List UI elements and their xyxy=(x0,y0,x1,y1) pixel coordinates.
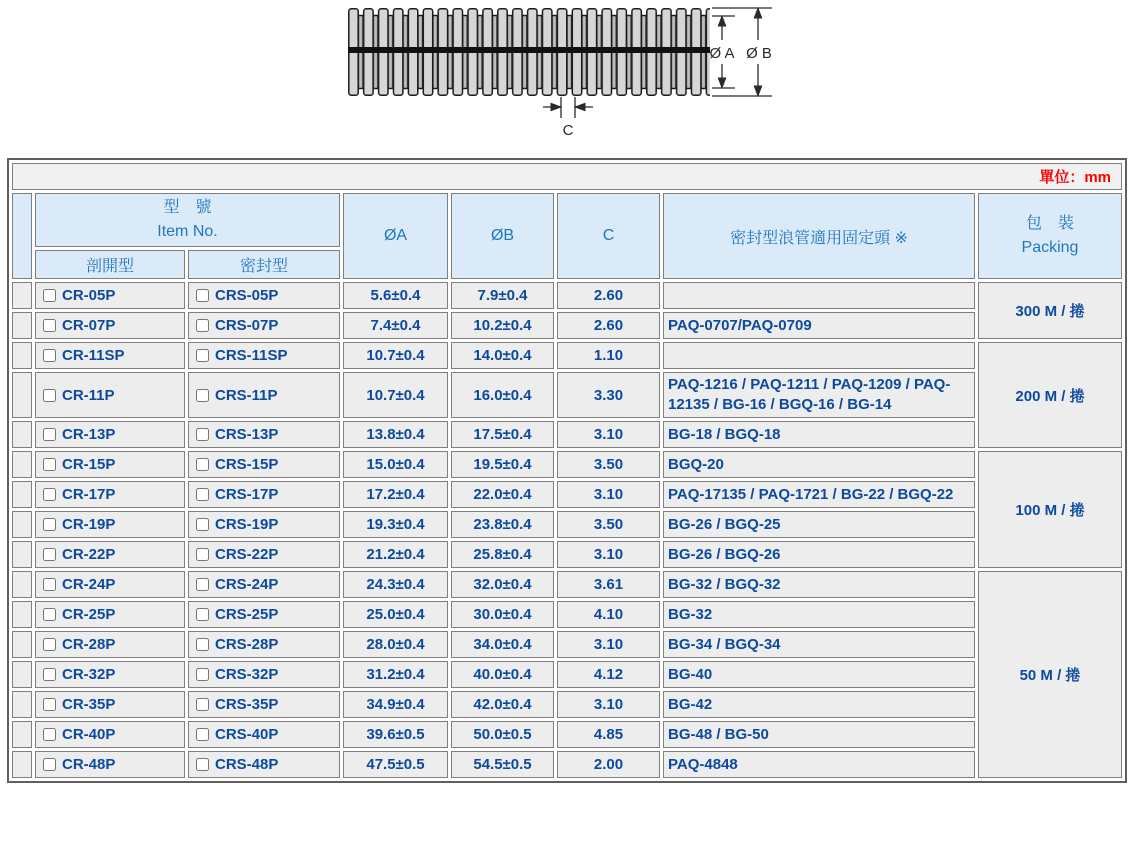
sealed-item-cell xyxy=(188,721,340,748)
dia-b-value-cell: 7.9±0.4 xyxy=(451,282,554,309)
packing-cell: 50 M / 捲 xyxy=(978,571,1122,778)
split-item-label: CR-40P xyxy=(62,726,116,743)
unit-row xyxy=(12,163,1122,190)
sealed-item-label: CRS-32P xyxy=(215,666,279,683)
split-item-cell xyxy=(35,631,185,658)
header-split-type: 剖開型 xyxy=(35,250,185,279)
dia-a-label: Ø A xyxy=(709,45,735,62)
fixing-head-cell xyxy=(663,282,975,309)
header-item-no-en: Item No. xyxy=(157,223,218,240)
fixing-head-cell: BG-32 / BGQ-32 xyxy=(663,571,975,598)
split-item-cell xyxy=(35,541,185,568)
sealed-item-checkbox[interactable] xyxy=(196,698,209,711)
fixing-head-cell: PAQ-4848 xyxy=(663,751,975,778)
split-item-checkbox[interactable] xyxy=(43,638,56,651)
c-value-cell: 3.10 xyxy=(557,631,660,658)
c-value-cell: 3.10 xyxy=(557,481,660,508)
sealed-item-cell xyxy=(188,282,340,309)
dia-a-value-cell: 21.2±0.4 xyxy=(343,541,448,568)
row-spacer-cell xyxy=(12,421,32,448)
table-row xyxy=(12,481,1122,508)
row-spacer-cell xyxy=(12,481,32,508)
split-item-cell xyxy=(35,282,185,309)
dia-a-value-cell: 25.0±0.4 xyxy=(343,601,448,628)
split-item-checkbox[interactable] xyxy=(43,728,56,741)
split-item-label: CR-25P xyxy=(62,606,116,623)
table-row xyxy=(12,721,1122,748)
sealed-item-cell xyxy=(188,751,340,778)
sealed-item-checkbox[interactable] xyxy=(196,319,209,332)
fixing-head-cell: BGQ-20 xyxy=(663,451,975,478)
dia-b-value-cell: 25.8±0.4 xyxy=(451,541,554,568)
row-spacer-cell xyxy=(12,372,32,418)
split-item-cell xyxy=(35,601,185,628)
split-item-cell xyxy=(35,481,185,508)
dia-a-value-cell: 28.0±0.4 xyxy=(343,631,448,658)
dia-a-value-cell: 19.3±0.4 xyxy=(343,511,448,538)
c-value-cell: 4.10 xyxy=(557,601,660,628)
split-item-label: CR-07P xyxy=(62,317,116,334)
split-item-checkbox[interactable] xyxy=(43,428,56,441)
row-spacer-cell xyxy=(12,511,32,538)
split-item-checkbox[interactable] xyxy=(43,578,56,591)
sealed-item-label: CRS-11P xyxy=(215,386,278,404)
sealed-item-cell xyxy=(188,541,340,568)
split-item-cell xyxy=(35,661,185,688)
fixing-head-cell: PAQ-0707/PAQ-0709 xyxy=(663,312,975,339)
dia-b-label: Ø B xyxy=(746,45,772,62)
dia-b-value-cell: 40.0±0.4 xyxy=(451,661,554,688)
sealed-item-cell xyxy=(188,342,340,369)
c-value-cell: 3.50 xyxy=(557,451,660,478)
split-item-cell xyxy=(35,511,185,538)
sealed-item-label: CRS-17P xyxy=(215,486,279,503)
split-item-label: CR-11SP xyxy=(62,347,125,364)
c-value-cell: 3.10 xyxy=(557,421,660,448)
sealed-item-checkbox[interactable] xyxy=(196,638,209,651)
corrugated-tube-diagram xyxy=(0,0,1134,152)
dia-a-value-cell: 10.7±0.4 xyxy=(343,372,448,418)
header-packing-zh: 包 裝 xyxy=(1025,215,1074,232)
sealed-item-checkbox[interactable] xyxy=(196,289,209,302)
dia-a-value-cell: 13.8±0.4 xyxy=(343,421,448,448)
split-item-label: CR-05P xyxy=(62,287,116,304)
split-item-label: CR-28P xyxy=(62,636,116,653)
table-row xyxy=(12,691,1122,718)
unit-label: 單位：mm xyxy=(12,163,1122,190)
row-spacer-cell xyxy=(12,661,32,688)
sealed-item-label: CRS-22P xyxy=(215,546,279,563)
split-item-checkbox[interactable] xyxy=(43,548,56,561)
dia-b-value-cell: 54.5±0.5 xyxy=(451,751,554,778)
table-row xyxy=(12,372,1122,418)
sealed-item-checkbox[interactable] xyxy=(196,668,209,681)
sealed-item-label: CRS-40P xyxy=(215,726,279,743)
sealed-item-cell xyxy=(188,511,340,538)
split-item-checkbox[interactable] xyxy=(43,289,56,302)
table-row xyxy=(12,312,1122,339)
row-spacer-cell xyxy=(12,541,32,568)
sealed-item-label: CRS-48P xyxy=(215,756,279,773)
row-spacer-cell xyxy=(12,631,32,658)
header-packing xyxy=(978,193,1122,279)
table-row xyxy=(12,751,1122,778)
row-spacer-cell xyxy=(12,312,32,339)
table-row xyxy=(12,541,1122,568)
split-item-label: CR-35P xyxy=(62,696,116,713)
pitch-c-label: C xyxy=(562,122,574,139)
c-value-cell: 3.61 xyxy=(557,571,660,598)
fixing-head-cell: BG-42 xyxy=(663,691,975,718)
sealed-item-checkbox[interactable] xyxy=(196,349,209,362)
sealed-item-label: CRS-24P xyxy=(215,576,279,593)
table-row xyxy=(12,421,1122,448)
packing-cell: 100 M / 捲 xyxy=(978,451,1122,568)
sealed-item-cell xyxy=(188,312,340,339)
sealed-item-label: CRS-05P xyxy=(215,287,279,304)
split-item-label: CR-17P xyxy=(62,486,116,503)
table-row xyxy=(12,451,1122,478)
dia-b-value-cell: 23.8±0.4 xyxy=(451,511,554,538)
row-spacer-cell xyxy=(12,571,32,598)
dia-a-value-cell: 5.6±0.4 xyxy=(343,282,448,309)
sealed-item-cell xyxy=(188,691,340,718)
c-value-cell: 3.10 xyxy=(557,691,660,718)
sealed-item-label: CRS-25P xyxy=(215,606,279,623)
dia-b-value-cell: 32.0±0.4 xyxy=(451,571,554,598)
dia-a-value-cell: 15.0±0.4 xyxy=(343,451,448,478)
dia-b-value-cell: 50.0±0.5 xyxy=(451,721,554,748)
c-value-cell: 1.10 xyxy=(557,342,660,369)
fixing-head-cell: BG-40 xyxy=(663,661,975,688)
split-item-cell xyxy=(35,751,185,778)
sealed-item-label: CRS-19P xyxy=(215,516,279,533)
header-spacer-cell xyxy=(12,193,32,279)
packing-cell: 200 M / 捲 xyxy=(978,342,1122,448)
split-item-label: CR-48P xyxy=(62,756,116,773)
c-value-cell: 3.10 xyxy=(557,541,660,568)
dia-b-value-cell: 34.0±0.4 xyxy=(451,631,554,658)
sealed-item-checkbox[interactable] xyxy=(196,458,209,471)
row-spacer-cell xyxy=(12,342,32,369)
split-item-checkbox[interactable] xyxy=(43,349,56,362)
fixing-head-cell: BG-26 / BGQ-26 xyxy=(663,541,975,568)
sealed-item-cell xyxy=(188,372,340,418)
header-dia-b: ØB xyxy=(451,193,554,279)
c-value-cell: 3.30 xyxy=(557,372,660,418)
fixing-head-cell: PAQ-17135 / PAQ-1721 / BG-22 / BGQ-22 xyxy=(663,481,975,508)
row-spacer-cell xyxy=(12,751,32,778)
row-spacer-cell xyxy=(12,601,32,628)
split-item-label: CR-11P xyxy=(62,386,115,404)
sealed-item-cell xyxy=(188,631,340,658)
sealed-item-cell xyxy=(188,661,340,688)
header-item-no-zh: 型 號 xyxy=(163,199,212,216)
fixing-head-cell: BG-34 / BGQ-34 xyxy=(663,631,975,658)
row-spacer-cell xyxy=(12,282,32,309)
header-c: C xyxy=(557,193,660,279)
sealed-item-cell xyxy=(188,571,340,598)
row-spacer-cell xyxy=(12,721,32,748)
sealed-item-checkbox[interactable] xyxy=(196,548,209,561)
dia-a-value-cell: 31.2±0.4 xyxy=(343,661,448,688)
c-value-cell: 4.85 xyxy=(557,721,660,748)
tube-drawing xyxy=(0,0,1134,152)
sealed-item-cell xyxy=(188,451,340,478)
sealed-item-checkbox[interactable] xyxy=(196,428,209,441)
sealed-item-checkbox[interactable] xyxy=(196,728,209,741)
split-item-cell xyxy=(35,421,185,448)
split-item-label: CR-32P xyxy=(62,666,116,683)
table-row xyxy=(12,601,1122,628)
table-row xyxy=(12,661,1122,688)
c-value-cell: 4.12 xyxy=(557,661,660,688)
split-item-checkbox[interactable] xyxy=(43,668,56,681)
sealed-item-checkbox[interactable] xyxy=(196,578,209,591)
fixing-head-cell: BG-48 / BG-50 xyxy=(663,721,975,748)
row-spacer-cell xyxy=(12,451,32,478)
fixing-head-cell xyxy=(663,342,975,369)
sealed-item-label: CRS-11SP xyxy=(215,347,288,364)
split-item-checkbox[interactable] xyxy=(43,758,56,771)
split-item-checkbox[interactable] xyxy=(43,458,56,471)
split-item-cell xyxy=(35,342,185,369)
table-row xyxy=(12,631,1122,658)
dia-a-value-cell: 39.6±0.5 xyxy=(343,721,448,748)
row-spacer-cell xyxy=(12,691,32,718)
split-item-label: CR-24P xyxy=(62,576,116,593)
header-sealed-type: 密封型 xyxy=(188,250,340,279)
split-item-label: CR-22P xyxy=(62,546,116,563)
sealed-item-checkbox[interactable] xyxy=(196,488,209,501)
sealed-item-label: CRS-28P xyxy=(215,636,279,653)
sealed-item-checkbox[interactable] xyxy=(196,518,209,531)
packing-cell: 300 M / 捲 xyxy=(978,282,1122,339)
dia-b-value-cell: 16.0±0.4 xyxy=(451,372,554,418)
split-item-cell xyxy=(35,571,185,598)
fixing-head-cell: BG-32 xyxy=(663,601,975,628)
split-item-checkbox[interactable] xyxy=(43,608,56,621)
spec-table xyxy=(7,158,1127,783)
split-item-cell xyxy=(35,691,185,718)
dia-a-value-cell: 24.3±0.4 xyxy=(343,571,448,598)
split-item-label: CR-19P xyxy=(62,516,116,533)
fixing-head-cell: BG-18 / BGQ-18 xyxy=(663,421,975,448)
table-row xyxy=(12,571,1122,598)
fixing-head-cell: BG-26 / BGQ-25 xyxy=(663,511,975,538)
table-row xyxy=(12,511,1122,538)
header-packing-en: Packing xyxy=(1021,239,1079,256)
header-row-1 xyxy=(12,193,1122,247)
sealed-item-cell xyxy=(188,481,340,508)
split-item-label: CR-13P xyxy=(62,426,116,443)
dia-a-value-cell: 47.5±0.5 xyxy=(343,751,448,778)
split-item-cell xyxy=(35,312,185,339)
dia-b-value-cell: 14.0±0.4 xyxy=(451,342,554,369)
dia-a-value-cell: 7.4±0.4 xyxy=(343,312,448,339)
dia-b-value-cell: 42.0±0.4 xyxy=(451,691,554,718)
dia-a-value-cell: 10.7±0.4 xyxy=(343,342,448,369)
dia-b-value-cell: 30.0±0.4 xyxy=(451,601,554,628)
dia-a-value-cell: 17.2±0.4 xyxy=(343,481,448,508)
c-value-cell: 2.60 xyxy=(557,282,660,309)
table-row xyxy=(12,342,1122,369)
dia-b-value-cell: 10.2±0.4 xyxy=(451,312,554,339)
sealed-item-label: CRS-07P xyxy=(215,317,279,334)
sealed-item-checkbox[interactable] xyxy=(196,389,209,402)
split-item-checkbox[interactable] xyxy=(43,488,56,501)
split-item-label: CR-15P xyxy=(62,456,116,473)
sealed-item-label: CRS-15P xyxy=(215,456,279,473)
dia-b-value-cell: 19.5±0.4 xyxy=(451,451,554,478)
header-dia-a: ØA xyxy=(343,193,448,279)
c-value-cell: 3.50 xyxy=(557,511,660,538)
dia-b-value-cell: 17.5±0.4 xyxy=(451,421,554,448)
split-item-checkbox[interactable] xyxy=(43,319,56,332)
sealed-item-cell xyxy=(188,421,340,448)
sealed-item-label: CRS-35P xyxy=(215,696,279,713)
split-item-cell xyxy=(35,451,185,478)
split-item-cell xyxy=(35,721,185,748)
table-row xyxy=(12,282,1122,309)
split-item-checkbox[interactable] xyxy=(43,698,56,711)
tube-body xyxy=(348,8,710,96)
c-value-cell: 2.60 xyxy=(557,312,660,339)
split-item-checkbox[interactable] xyxy=(43,389,56,402)
split-item-checkbox[interactable] xyxy=(43,518,56,531)
dia-a-value-cell: 34.9±0.4 xyxy=(343,691,448,718)
sealed-item-checkbox[interactable] xyxy=(196,608,209,621)
fixing-head-cell: PAQ-1216 / PAQ-1211 / PAQ-1209 / PAQ-12135 / BG-16 / BGQ-16 / BG-14 xyxy=(663,372,975,418)
dia-b-value-cell: 22.0±0.4 xyxy=(451,481,554,508)
split-item-cell xyxy=(35,372,185,418)
sealed-item-checkbox[interactable] xyxy=(196,758,209,771)
header-fixing-head: 密封型浪管適用固定頭 ※ xyxy=(663,193,975,279)
sealed-item-cell xyxy=(188,601,340,628)
c-value-cell: 2.00 xyxy=(557,751,660,778)
header-item-no xyxy=(35,193,340,247)
sealed-item-label: CRS-13P xyxy=(215,426,279,443)
